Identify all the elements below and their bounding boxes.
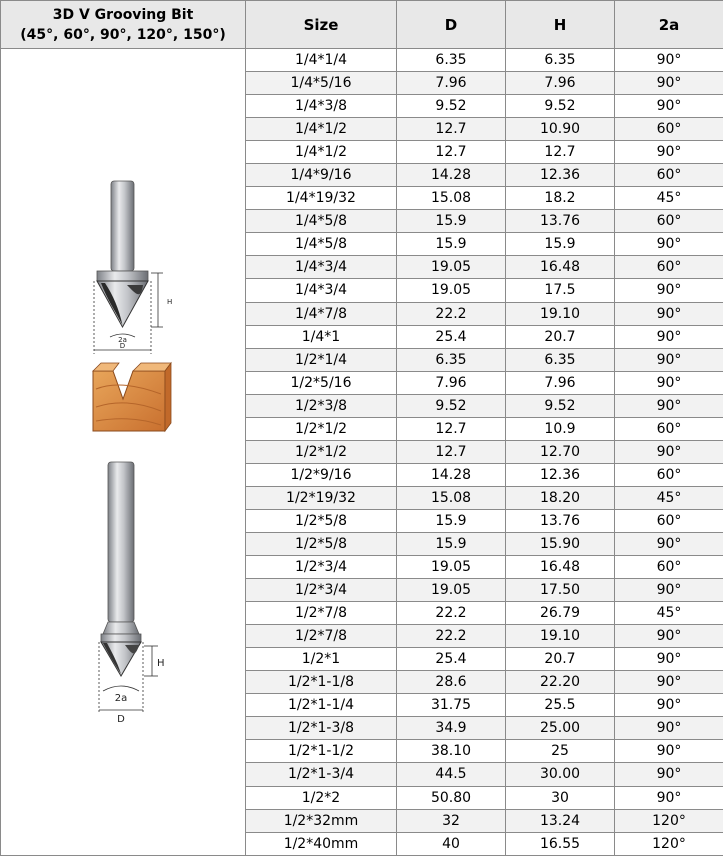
cell-2a: 90°: [615, 579, 723, 602]
cell-d: 14.28: [397, 164, 506, 187]
v-bit-large-icon: [99, 462, 158, 714]
cell-2a: 90°: [615, 72, 723, 95]
cell-h: 10.9: [506, 417, 615, 440]
cell-2a: 90°: [615, 371, 723, 394]
cell-2a: 60°: [615, 210, 723, 233]
column-header-d: D: [397, 1, 506, 49]
cell-size: 1/2*9/16: [246, 463, 397, 486]
cell-d: 7.96: [397, 371, 506, 394]
cell-2a: 90°: [615, 694, 723, 717]
cell-h: 30: [506, 786, 615, 809]
cell-h: 7.96: [506, 72, 615, 95]
cell-size: 1/2*1/2: [246, 417, 397, 440]
cell-size: 1/4*1/4: [246, 49, 397, 72]
cell-2a: 90°: [615, 763, 723, 786]
cell-2a: 60°: [615, 256, 723, 279]
cell-size: 1/2*1-3/8: [246, 717, 397, 740]
cell-h: 12.7: [506, 141, 615, 164]
cell-2a: 90°: [615, 325, 723, 348]
cell-h: 15.90: [506, 532, 615, 555]
cell-2a: 90°: [615, 532, 723, 555]
cell-d: 34.9: [397, 717, 506, 740]
cell-d: 19.05: [397, 256, 506, 279]
cell-h: 22.20: [506, 671, 615, 694]
cell-2a: 60°: [615, 556, 723, 579]
cell-2a: 90°: [615, 95, 723, 118]
router-bit-illustrations: [1, 49, 245, 855]
diameter-label-small: D: [120, 342, 125, 350]
cell-h: 20.7: [506, 325, 615, 348]
cell-h: 20.7: [506, 648, 615, 671]
cell-size: 1/2*1/2: [246, 440, 397, 463]
cell-h: 25.00: [506, 717, 615, 740]
cell-size: 1/2*5/8: [246, 532, 397, 555]
cell-size: 1/2*40mm: [246, 832, 397, 855]
cell-d: 22.2: [397, 625, 506, 648]
cell-d: 14.28: [397, 463, 506, 486]
cell-size: 1/2*7/8: [246, 625, 397, 648]
cell-size: 1/4*3/4: [246, 279, 397, 302]
cell-size: 1/4*19/32: [246, 187, 397, 210]
cell-2a: 90°: [615, 648, 723, 671]
cell-d: 28.6: [397, 671, 506, 694]
cell-d: 15.9: [397, 233, 506, 256]
cell-h: 13.24: [506, 809, 615, 832]
cell-h: 16.48: [506, 256, 615, 279]
column-header-h: H: [506, 1, 615, 49]
cell-size: 1/2*1-1/2: [246, 740, 397, 763]
cell-2a: 90°: [615, 233, 723, 256]
cell-h: 25: [506, 740, 615, 763]
header-row: [1, 1, 723, 49]
cell-d: 6.35: [397, 49, 506, 72]
cell-h: 6.35: [506, 49, 615, 72]
cell-h: 12.36: [506, 463, 615, 486]
cell-2a: 120°: [615, 809, 723, 832]
cell-d: 25.4: [397, 325, 506, 348]
wood-sample-icon: [93, 363, 171, 431]
cell-2a: 90°: [615, 394, 723, 417]
cell-2a: 90°: [615, 671, 723, 694]
cell-size: 1/2*1: [246, 648, 397, 671]
cell-d: 22.2: [397, 602, 506, 625]
product-title-line-2: (45°, 60°, 90°, 120°, 150°): [1, 25, 245, 45]
cell-h: 12.36: [506, 164, 615, 187]
cell-size: 1/4*9/16: [246, 164, 397, 187]
cell-d: 15.9: [397, 210, 506, 233]
cell-2a: 45°: [615, 602, 723, 625]
cell-d: 9.52: [397, 95, 506, 118]
cell-2a: 90°: [615, 348, 723, 371]
cell-2a: 90°: [615, 279, 723, 302]
cell-size: 1/4*1/2: [246, 118, 397, 141]
cell-d: 12.7: [397, 118, 506, 141]
cell-h: 30.00: [506, 763, 615, 786]
product-title-line-1: 3D V Grooving Bit: [1, 5, 245, 25]
cell-size: 1/4*1: [246, 325, 397, 348]
cell-h: 16.55: [506, 832, 615, 855]
cell-h: 6.35: [506, 348, 615, 371]
cell-h: 17.5: [506, 279, 615, 302]
cell-size: 1/4*5/8: [246, 233, 397, 256]
cell-2a: 90°: [615, 625, 723, 648]
cell-2a: 90°: [615, 786, 723, 809]
cell-h: 17.50: [506, 579, 615, 602]
cell-d: 15.9: [397, 532, 506, 555]
height-label-small: H: [167, 298, 172, 306]
cell-h: 18.2: [506, 187, 615, 210]
cell-h: 19.10: [506, 302, 615, 325]
cell-d: 12.7: [397, 440, 506, 463]
cell-d: 12.7: [397, 141, 506, 164]
cell-2a: 45°: [615, 486, 723, 509]
cell-size: 1/4*5/16: [246, 72, 397, 95]
cell-d: 44.5: [397, 763, 506, 786]
cell-d: 15.9: [397, 509, 506, 532]
table-body: [1, 49, 723, 856]
cell-2a: 90°: [615, 141, 723, 164]
cell-2a: 60°: [615, 463, 723, 486]
cell-d: 22.2: [397, 302, 506, 325]
cell-size: 1/2*32mm: [246, 809, 397, 832]
cell-h: 13.76: [506, 210, 615, 233]
cell-size: 1/4*7/8: [246, 302, 397, 325]
cell-h: 18.20: [506, 486, 615, 509]
cell-2a: 90°: [615, 440, 723, 463]
cell-d: 19.05: [397, 556, 506, 579]
cell-h: 25.5: [506, 694, 615, 717]
cell-h: 19.10: [506, 625, 615, 648]
cell-size: 1/2*1-1/4: [246, 694, 397, 717]
cell-h: 12.70: [506, 440, 615, 463]
cell-size: 1/4*3/4: [246, 256, 397, 279]
table-row: [1, 49, 723, 72]
cell-h: 26.79: [506, 602, 615, 625]
column-header-2a: 2a: [615, 1, 723, 49]
illustration-cell: [1, 49, 246, 856]
cell-h: 10.90: [506, 118, 615, 141]
cell-2a: 90°: [615, 740, 723, 763]
cell-2a: 60°: [615, 417, 723, 440]
height-label-large: H: [157, 658, 165, 669]
cell-d: 31.75: [397, 694, 506, 717]
cell-d: 9.52: [397, 394, 506, 417]
angle-label-small: 2a: [118, 336, 127, 344]
cell-size: 1/4*3/8: [246, 95, 397, 118]
cell-2a: 60°: [615, 164, 723, 187]
cell-size: 1/2*7/8: [246, 602, 397, 625]
cell-d: 19.05: [397, 279, 506, 302]
cell-2a: 60°: [615, 509, 723, 532]
diameter-label-large: D: [117, 714, 125, 725]
cell-d: 40: [397, 832, 506, 855]
cell-d: 15.08: [397, 187, 506, 210]
cell-h: 9.52: [506, 95, 615, 118]
product-title: [1, 1, 246, 49]
cell-d: 15.08: [397, 486, 506, 509]
cell-size: 1/2*5/8: [246, 509, 397, 532]
cell-size: 1/2*1-1/8: [246, 671, 397, 694]
cell-size: 1/2*3/4: [246, 556, 397, 579]
cell-2a: 120°: [615, 832, 723, 855]
cell-2a: 45°: [615, 187, 723, 210]
cell-size: 1/2*19/32: [246, 486, 397, 509]
cell-h: 9.52: [506, 394, 615, 417]
cell-d: 50.80: [397, 786, 506, 809]
cell-d: 32: [397, 809, 506, 832]
cell-d: 25.4: [397, 648, 506, 671]
cell-h: 16.48: [506, 556, 615, 579]
cell-d: 6.35: [397, 348, 506, 371]
cell-size: 1/4*5/8: [246, 210, 397, 233]
cell-d: 12.7: [397, 417, 506, 440]
cell-2a: 90°: [615, 49, 723, 72]
cell-d: 7.96: [397, 72, 506, 95]
angle-label-large: 2a: [115, 693, 128, 704]
cell-size: 1/2*5/16: [246, 371, 397, 394]
cell-h: 15.9: [506, 233, 615, 256]
cell-size: 1/2*2: [246, 786, 397, 809]
cell-2a: 90°: [615, 717, 723, 740]
v-bit-small-icon: [94, 181, 163, 354]
cell-size: 1/4*1/2: [246, 141, 397, 164]
cell-size: 1/2*3/8: [246, 394, 397, 417]
cell-size: 1/2*1-3/4: [246, 763, 397, 786]
cell-size: 1/2*1/4: [246, 348, 397, 371]
cell-2a: 60°: [615, 118, 723, 141]
cell-2a: 90°: [615, 302, 723, 325]
cell-h: 7.96: [506, 371, 615, 394]
cell-size: 1/2*3/4: [246, 579, 397, 602]
cell-d: 19.05: [397, 579, 506, 602]
column-header-size: Size: [246, 1, 397, 49]
cell-h: 13.76: [506, 509, 615, 532]
cell-d: 38.10: [397, 740, 506, 763]
